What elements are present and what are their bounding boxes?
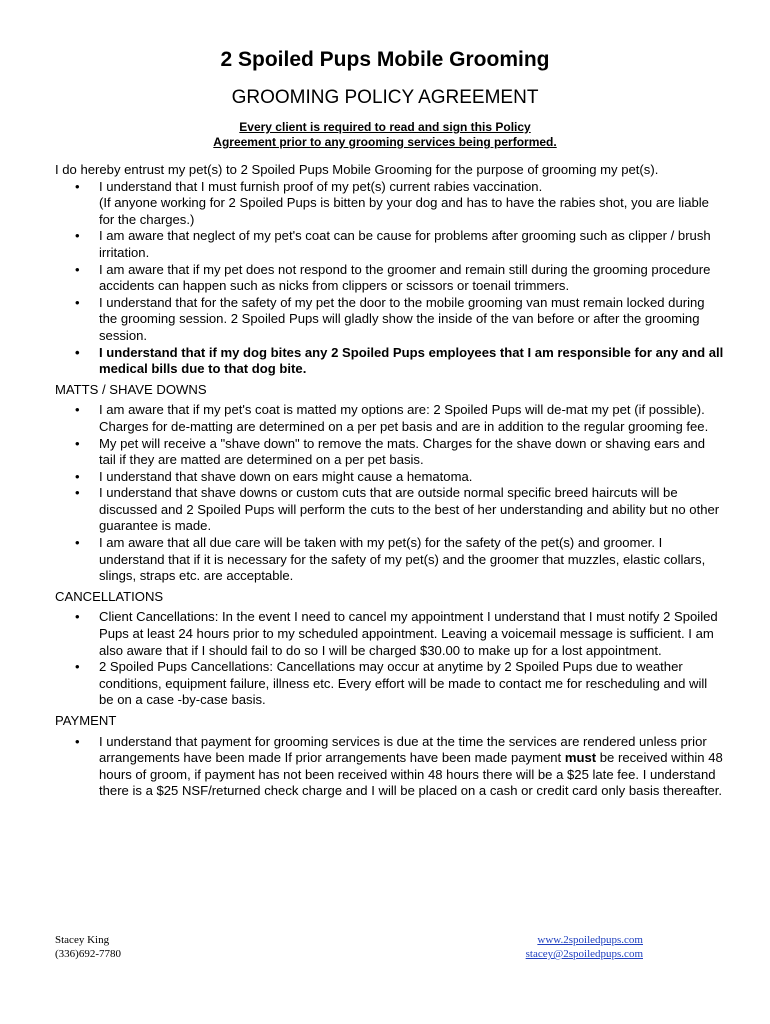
payment-text-1: I understand that payment for grooming services is due at the time the services are rendered unless prior arrangements have been made If prior arrangements have been made payment [99, 733, 707, 766]
general-terms-list [55, 179, 725, 378]
section-heading-cancellations: CANCELLATIONS [55, 588, 164, 604]
footer-links [526, 933, 643, 961]
footer-contact [55, 933, 121, 961]
payment-text-emphasis: must [564, 750, 597, 766]
website-link[interactable]: www.2spoiledpups.com [537, 934, 643, 946]
matts-list [55, 402, 725, 585]
section-heading-payment: PAYMENT [55, 713, 117, 728]
payment-list [55, 734, 725, 800]
list-item: • Client Cancellations: In the event I need to cancel my appointment I understand that I must notify 2 Spoiled Pups at least 24 hours prior to my scheduled appointment. Leaving a voicemail message is sufficient. I am also aware that if I should fail to do so I will be charged $30.00 to make up for a lost appointment. [55, 609, 725, 659]
notice-line-1: Every client is required to read and sign this Policy [239, 120, 531, 134]
email-link[interactable]: stacey@2spoiledpups.com [525, 948, 643, 960]
list-item: • I understand that if my dog bites any 2 Spoiled Pups employees that I am responsible for any and all medical bills due to that dog bite. [55, 345, 725, 378]
rabies-term: • I understand that I must furnish proof of my pet(s) current rabies vaccination. [99, 178, 543, 194]
list-item: • I understand that shave downs or custom cuts that are outside normal specific breed haircuts will be discussed and 2 Spoiled Pups will perform the cuts to the best of her understanding and ability but no other guarantee is made. [55, 485, 725, 535]
list-item: • My pet will receive a "shave down" to remove the mats. Charges for the shave down or shaving ears and tail if they are matted are determined on a per pet basis. [55, 436, 725, 469]
list-item [55, 734, 725, 800]
cancellations-list [55, 609, 725, 709]
contact-name: Stacey King [55, 934, 110, 946]
agreement-body [55, 162, 725, 800]
list-item: • I am aware that neglect of my pet's coat can be cause for problems after grooming such as clipper / brush irritation. [55, 228, 725, 261]
signature-notice [0, 120, 770, 150]
notice-line-2: Agreement prior to any grooming services being performed. [213, 135, 557, 149]
list-item: • 2 Spoiled Pups Cancellations: Cancellations may occur at anytime by 2 Spoiled Pups due to weather conditions, equipment failure, illness etc. Every effort will be made to contact me for rescheduling and will be on a case -by-case basis. [55, 659, 725, 709]
rabies-term-note: (If anyone working for 2 Spoiled Pups is bitten by your dog and has to have the rabies shot, you are liable for the charges.) [99, 195, 709, 227]
contact-phone: (336)692-7780 [55, 948, 121, 960]
list-item: • I am aware that all due care will be taken with my pet(s) for the safety of the pet(s) and groomer. I understand that if it is necessary for the safety of my pet(s) and the groomer that muzzles, elastic collars, slings, straps etc. are acceptable. [55, 535, 725, 585]
list-item: • I am aware that if my pet does not respond to the groomer and remain still during the grooming procedure accidents can happen such as nicks from clippers or scissors or toenail trimmers. [55, 262, 725, 295]
list-item [55, 179, 725, 229]
section-heading-matts: MATTS / SHAVE DOWNS [55, 381, 207, 397]
intro-paragraph: I do hereby entrust my pet(s) to 2 Spoiled Pups Mobile Grooming for the purpose of grooming my pet(s). [55, 162, 659, 177]
list-item: • I am aware that if my pet's coat is matted my options are: 2 Spoiled Pups will de-mat my pet (if possible). Charges for de-matting are determined on a per pet basis and are in addition to the regular grooming fee. [55, 402, 725, 435]
document-title: 2 Spoiled Pups Mobile Grooming [220, 48, 550, 71]
payment-text-2: be received within 48 hours of groom, if payment has not been received within 48 hours there will be a $25 late fee. I understand there is a $25 NSF/returned check charge and I will be placed on a cash or credit card only basis thereafter. [99, 750, 723, 799]
list-item: • I understand that shave down on ears might cause a hematoma. [55, 469, 725, 486]
document-subtitle: GROOMING POLICY AGREEMENT [231, 87, 539, 108]
list-item: • I understand that for the safety of my pet the door to the mobile grooming van must remain locked during the grooming session. 2 Spoiled Pups will gladly show the inside of the van before or after the grooming session. [55, 295, 725, 345]
